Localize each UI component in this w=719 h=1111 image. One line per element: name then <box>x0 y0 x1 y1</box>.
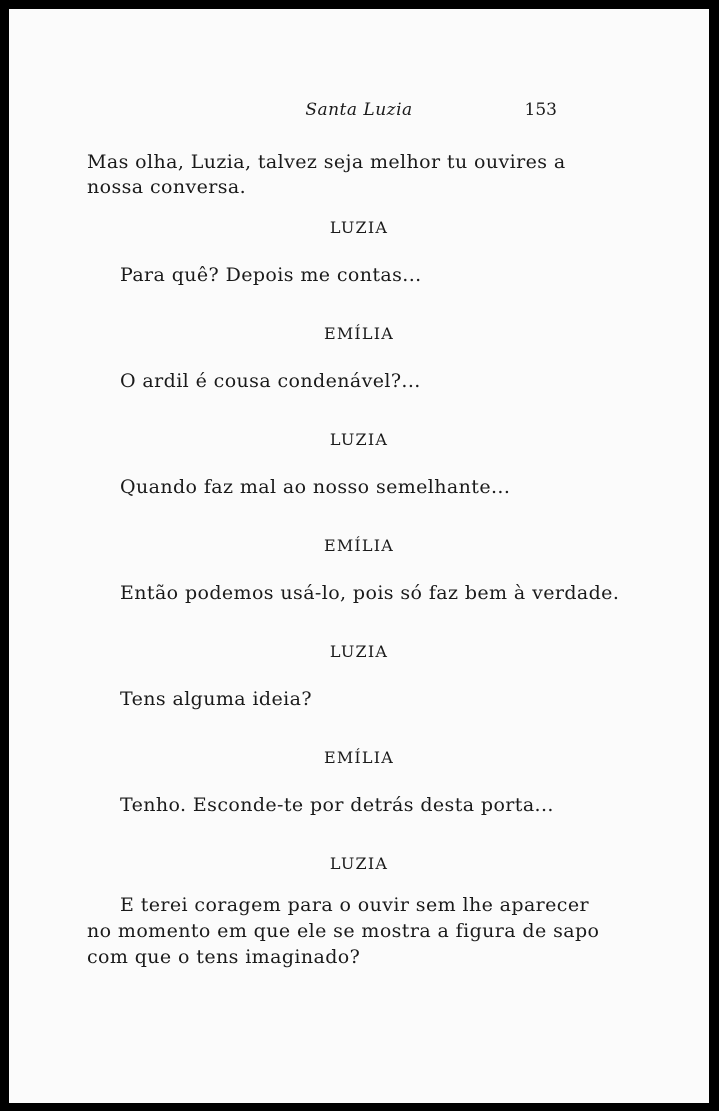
page-header <box>9 100 709 124</box>
speaker-name: LUZIA <box>329 642 389 661</box>
book-page <box>9 9 709 1103</box>
text-line: Mas olha, Luzia, talvez seja melhor tu ouvires a <box>87 151 566 173</box>
text-line: Então podemos usá-lo, pois só faz bem à verdade. <box>120 582 620 604</box>
text-line: Tenho. Esconde-te por detrás desta porta... <box>120 794 554 816</box>
page-number: 153 <box>524 100 557 120</box>
speaker-name: LUZIA <box>329 854 389 873</box>
text-line: Quando faz mal ao nosso semelhante... <box>120 476 511 498</box>
running-title: Santa Luzia <box>305 100 413 120</box>
speaker-name: LUZIA <box>329 218 389 237</box>
text-line: O ardil é cousa condenável?... <box>120 370 421 392</box>
text-line: com que o tens imaginado? <box>87 946 361 968</box>
text-line: E terei coragem para o ouvir sem lhe aparecer <box>120 894 589 916</box>
text-line: nossa conversa. <box>87 176 247 198</box>
speaker-name: EMÍLIA <box>323 324 395 343</box>
text-line: no momento em que ele se mostra a figura de sapo <box>87 920 600 942</box>
speaker-name: EMÍLIA <box>323 536 395 555</box>
speaker-name: EMÍLIA <box>323 748 395 767</box>
speaker-name: LUZIA <box>329 430 389 449</box>
text-line: Tens alguma ideia? <box>120 688 312 710</box>
text-line: Para quê? Depois me contas... <box>120 264 422 286</box>
